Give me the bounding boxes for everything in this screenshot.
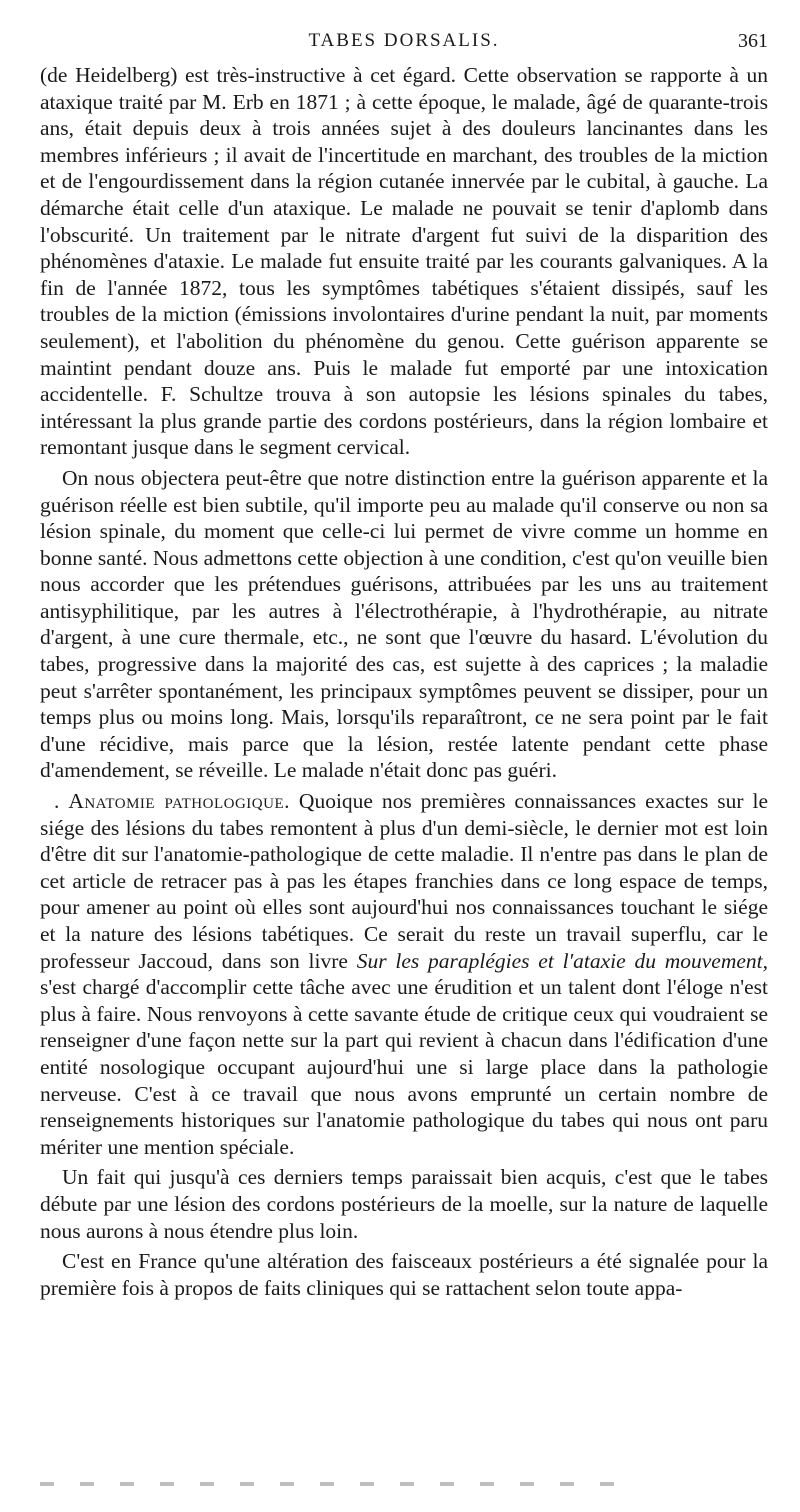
running-head xyxy=(40,30,768,58)
book-title: Sur les paraplégies et l'ataxie du mouvement, xyxy=(356,948,768,973)
paragraph-1: (de Heidelberg) est très-instructive à cet égard. Cette observation se rapporte à un ataxique traité par M. Erb en 1871 ; à cette époque, le malade, âgé de quarante-trois ans, était depuis deux à trois années sujet à des douleurs lancinantes dans les membres inférieurs ; il avait de l'incertitude en marchant, des troubles de la miction et de l'engourdissement dans la région cutanée innervée par le cubital, à gauche. La démarche était celle d'un ataxique. Le malade ne pouvait se tenir d'aplomb dans l'obscurité. Un traitement par le nitrate d'argent fut suivi de la disparition des phénomènes d'ataxie. Le malade fut ensuite traité par les courants galvaniques. A la fin de l'année 1872, tous les symptômes tabétiques s'étaient dissipés, sauf les troubles de la miction (émissions involontaires d'urine pendant la nuit, par moments seulement), et l'abolition du phénomène du genou. Cette guérison apparente se maintint pendant douze ans. Puis le malade fut emporté par une intoxication accidentelle. F. Schultze trouva à son autopsie les lésions spinales du tabes, intéressant la plus grande partie des cordons postérieurs, dans la région lombaire et remontant jusque dans le segment cervical. xyxy=(40,63,768,460)
section-heading: Anatomie pathologique. xyxy=(68,789,290,814)
paragraph-4: Un fait qui jusqu'à ces derniers temps paraissait bien acquis, c'est que le tabes débute par une lésion des cordons postérieurs de la moelle, sur la nature de laquelle nous aurons à nous étendre plus loin. xyxy=(40,1165,768,1243)
page-number: 361 xyxy=(738,30,768,52)
paragraph-5: C'est en France qu'une altération des faisceaux postérieurs a été signalée pour la première fois à propos de faits cliniques qui se rattachent selon toute appa- xyxy=(40,1249,768,1300)
paragraph-3-text-2: s'est chargé d'accomplir cette tâche avec une érudition et un talent dont l'éloge n'est plus à faire. Nous renvoyons à cette savante étude de critique ceux qui voudraient se renseigner d'une façon nette sur la part qui revient à chacun dans l'édification d'une entité nosologique occupant aujourd'hui une si large place dans la pathologie nerveuse. C'est à ce travail que nous avons emprunté un certain nombre de renseignements historiques sur l'anatomie pathologique du tabes qui nous ont paru mériter une mention spéciale. xyxy=(40,975,768,1159)
running-title: TABES DORSALIS. xyxy=(308,30,500,51)
paragraph-3 xyxy=(40,788,768,1160)
footer-smudge xyxy=(40,1482,630,1486)
paragraph-3-lead: . xyxy=(54,789,69,814)
paragraph-2: On nous objectera peut-être que notre distinction entre la guérison apparente et la guérison réelle est bien subtile, qu'il importe peu au malade qu'il conserve ou non sa lésion spinale, du moment que celle-ci lui permet de vivre comme un homme en bonne santé. Nous admettons cette objection à une condition, c'est qu'on veuille bien nous accorder que les prétendues guérisons, attribuées par les uns au traitement antisyphilitique, par les autres à l'électrothérapie, à l'hydrothérapie, au nitrate d'argent, à une cure thermale, etc., ne sont que l'œuvre du hasard. L'évolution du tabes, progressive dans la majorité des cas, est sujette à des caprices ; la maladie peut s'arrêter spontanément, les principaux symptômes peuvent se dissiper, pour un temps plus ou moins long. Mais, lorsqu'ils reparaîtront, ce ne sera point par le fait d'une récidive, mais parce que la lésion, restée latente pendant cette phase d'amendement, se réveille. Le malade n'était donc pas guéri. xyxy=(40,465,768,783)
body-text xyxy=(40,62,768,1305)
paragraph-3-text-1: Quoique nos premières connaissances exactes sur le siége des lésions du tabes remontent à plus d'un demi-siècle, le dernier mot est loin d'être dit sur l'anatomie-pathologique de cette maladie. Il n'entre pas dans le plan de cet article de retracer pas à pas les étapes franchies dans ce long espace de temps, pour amener au point où elles sont aujourd'hui nos connaissances touchant le siége et la nature des lésions tabétiques. Ce serait du reste un travail superflu, car le professeur Jaccoud, dans son livre xyxy=(40,789,768,973)
